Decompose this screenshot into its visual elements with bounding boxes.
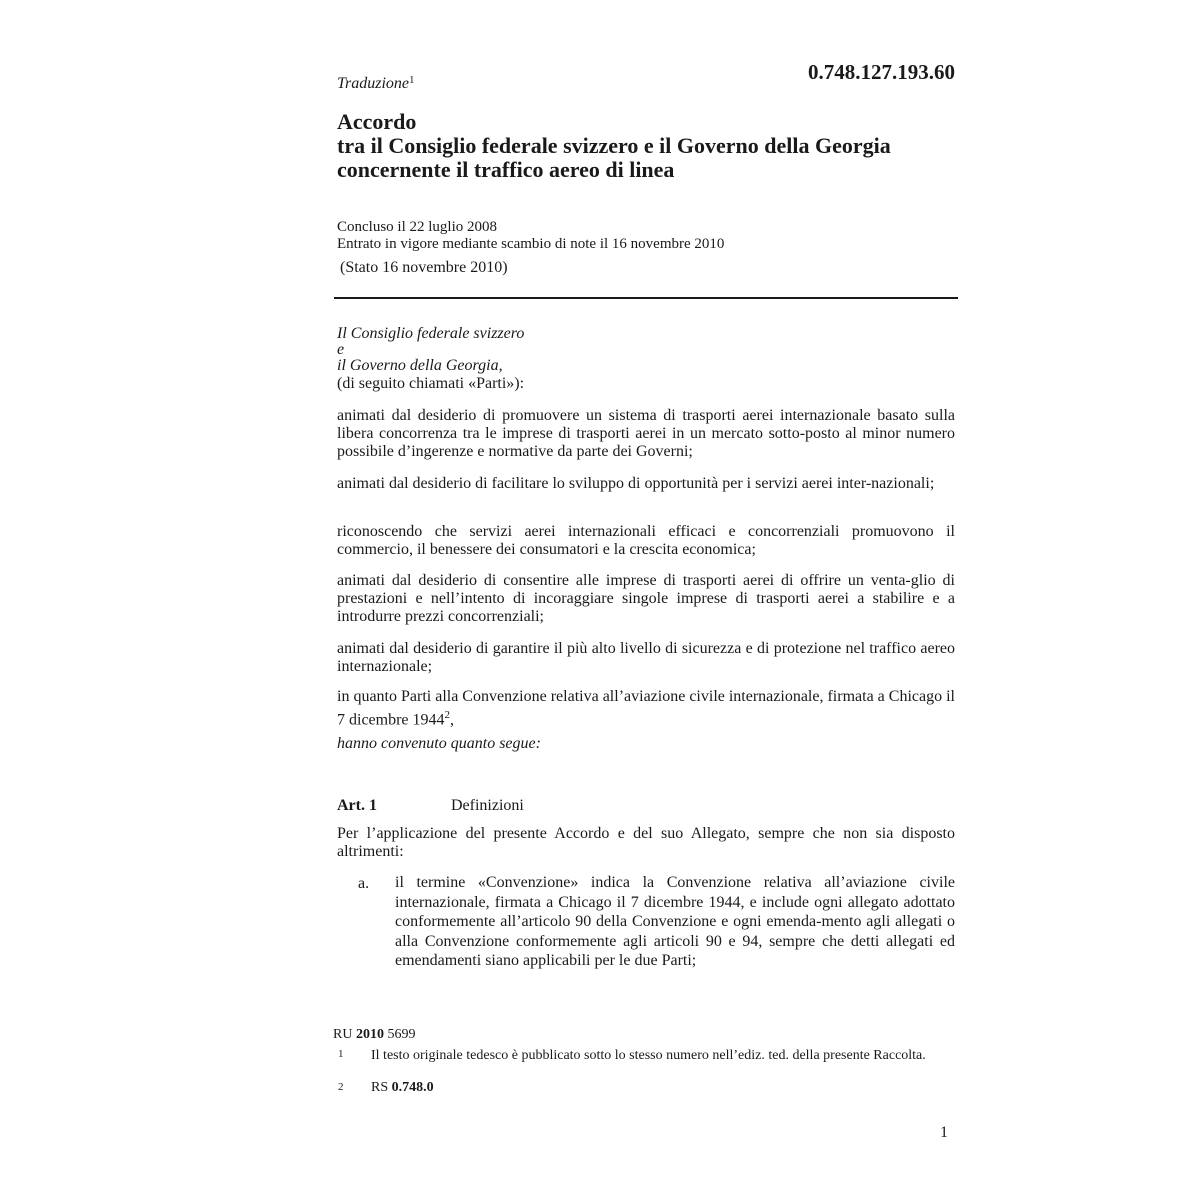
footnote-ref-1: 1 — [409, 74, 415, 86]
footnote-1-number: 1 — [338, 1048, 344, 1060]
official-compilation-ref — [333, 1027, 415, 1043]
title-line-1: Accordo — [337, 109, 417, 134]
list-item-label: a. — [358, 875, 370, 892]
footnote-ref-2: 2 — [444, 709, 451, 721]
preamble-paragraph-end: , — [450, 711, 455, 729]
article-intro: Per l’applicazione del presente Accordo e del suo Allegato, sempre che non sia disposto altrimenti: — [337, 825, 955, 860]
footnote-2-ref: 0.748.0 — [391, 1080, 434, 1095]
preamble-paragraph-text: in quanto Parti alla Convenzione relativa all’aviazione civile internazionale, firmata a Chicago il 7 dicembre 1944 — [337, 688, 955, 729]
entry-into-force: Entrato in vigore mediante scambio di note il 16 novembre 2010 — [337, 236, 725, 252]
preamble-paragraph: riconoscendo che servizi aerei internazionali efficaci e concorrenziali promuovono il commercio, il benessere dei consumatori e la crescita economica; — [337, 523, 955, 558]
preamble-paragraph — [337, 688, 955, 729]
parties-definition: (di seguito chiamati «Parti»): — [337, 375, 525, 392]
preamble-closing: hanno convenuto quanto segue: — [337, 735, 541, 752]
footnote-1-text: Il testo originale tedesco è pubblicato sotto lo stesso numero nell’ediz. ted. della presente Raccolta. — [371, 1048, 926, 1063]
footnote-2-number: 2 — [338, 1081, 344, 1093]
party-conjunction: e — [337, 341, 345, 358]
article-heading — [337, 797, 524, 815]
footnote-2-text — [371, 1080, 961, 1096]
preamble-paragraph: animati dal desiderio di garantire il più alto livello di sicurezza e di protezione nel traffico aereo internazionale; — [337, 640, 955, 675]
preamble-parties — [337, 325, 955, 393]
document-title — [337, 110, 977, 182]
title-line-2: tra il Consiglio federale svizzero e il Governo della Georgia — [337, 133, 891, 158]
sr-number: 0.748.127.193.60 — [808, 60, 955, 84]
page-number: 1 — [940, 1124, 948, 1141]
ru-year: 2010 — [355, 1027, 384, 1042]
list-item-text: il termine «Convenzione» indica la Convenzione relativa all’aviazione civile internazionale, firmata a Chicago il 7 dicembre 1944, e include ogni allegato adottato conformemente all’articolo 90 della Convenzione e ogni emenda-mento agli allegati o alla Convenzione conformemente agli articoli 90 e 94, sempre che detti allegati ed emendamenti siano applicabili per le due Parti; — [395, 874, 955, 969]
header-divider — [334, 297, 958, 299]
status-date: (Stato 16 novembre 2010) — [340, 259, 508, 276]
party-1: Il Consiglio federale svizzero — [337, 325, 525, 342]
footnote-2-prefix: RS — [371, 1080, 389, 1095]
ru-prefix: RU — [333, 1027, 353, 1042]
translation-note — [337, 74, 415, 93]
title-line-3: concernente il traffico aereo di linea — [337, 157, 675, 182]
conclusion-info — [337, 219, 724, 253]
translation-label: Traduzione — [337, 75, 410, 92]
preamble-paragraph: animati dal desiderio di facilitare lo sviluppo di opportunità per i servizi aerei inter-nazionali; — [337, 475, 935, 492]
article-title: Definizioni — [451, 797, 524, 814]
preamble-paragraph: animati dal desiderio di promuovere un sistema di trasporti aerei internazionale basato sulla libera concorrenza tra le imprese di trasporti aerei in un mercato sotto-posto al minor numero possibile d’ingerenze e normative da parte dei Governi; — [337, 407, 955, 460]
preamble-paragraph: animati dal desiderio di consentire alle imprese di trasporti aerei di offrire un venta-glio di prestazioni e nell’intento di incoraggiare singole imprese di trasporti aerei a stabilire e a introdurre prezzi concorrenziali; — [337, 572, 955, 625]
ru-page: 5699 — [387, 1027, 416, 1042]
concluded-date: Concluso il 22 luglio 2008 — [337, 219, 498, 235]
party-2: il Governo della Georgia, — [337, 357, 503, 374]
article-number: Art. 1 — [337, 797, 377, 814]
